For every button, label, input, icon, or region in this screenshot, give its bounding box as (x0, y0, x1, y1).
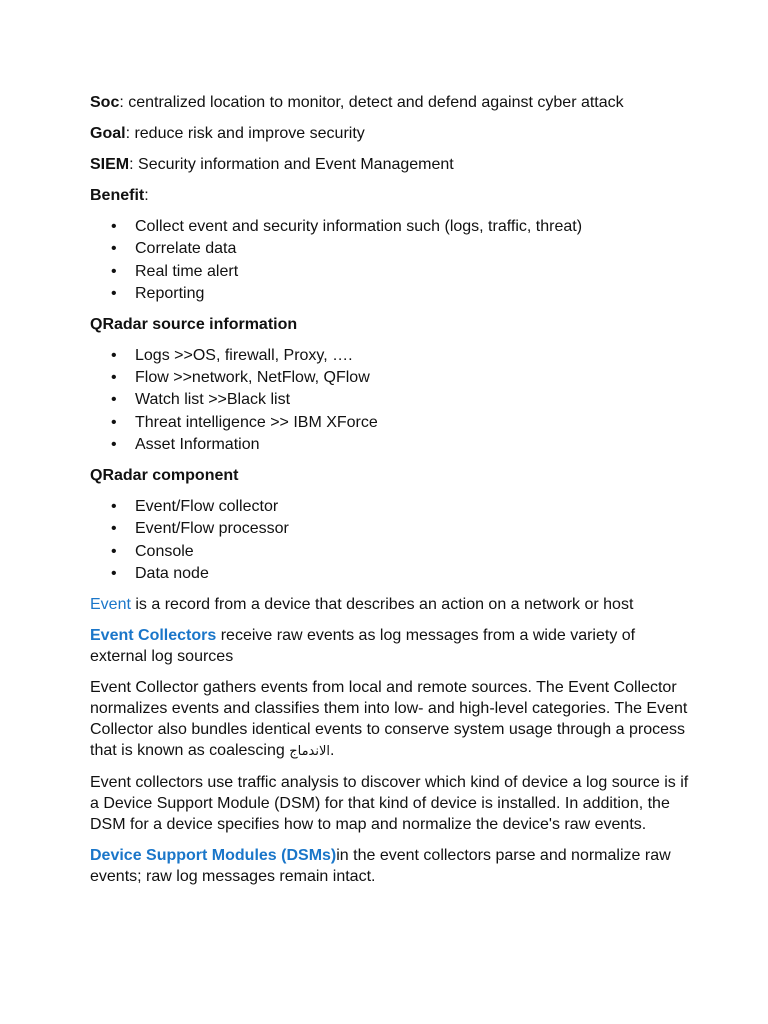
dsm-term: Device Support Modules (DSMs) (90, 846, 337, 864)
siem-term: SIEM (90, 156, 130, 173)
bullet-icon: • (111, 369, 117, 387)
dsm-definition (90, 845, 690, 887)
soc-term: Soc (90, 94, 120, 111)
goal-definition (90, 123, 690, 144)
siem-definition (90, 154, 690, 175)
bullet-icon: • (111, 413, 117, 431)
bullet-icon: • (111, 542, 117, 560)
list-item: • Reporting (111, 284, 205, 302)
list-item: • Correlate data (111, 240, 237, 258)
source-info-list (90, 345, 690, 455)
bullet-icon: • (111, 284, 117, 302)
bullet-icon: • (111, 520, 117, 538)
list-item: • Event/Flow processor (111, 520, 289, 538)
soc-definition (90, 92, 690, 113)
event-collectors-text: receive raw events as log messages from a wide variety of external log sources (90, 626, 636, 665)
list-item: • Logs >>OS, firewall, Proxy, …. (111, 346, 353, 364)
list-item: • Event/Flow collector (111, 498, 279, 516)
bullet-icon: • (111, 262, 117, 280)
traffic-analysis-paragraph: Event collectors use traffic analysis to discover which kind of device a log source is if a Device Support Module (DSM) for that kind of device is installed. In addition, the DSM for a device specifies how to map and normalize the device's raw events. (90, 773, 689, 833)
list-item: • Collect event and security information such (logs, traffic, threat) (111, 218, 583, 235)
event-collectors-definition (90, 625, 690, 667)
bullet-icon: • (111, 498, 117, 516)
list-item: • Watch list >>Black list (111, 391, 291, 409)
event-term: Event (90, 595, 131, 613)
benefit-list (90, 216, 690, 304)
event-collectors-term: Event Collectors (90, 626, 217, 644)
list-item: • Asset Information (111, 436, 260, 454)
siem-text: : Security information and Event Management (129, 156, 454, 173)
arabic-term: الاندماج (289, 743, 331, 759)
benefit-heading (90, 185, 690, 206)
soc-text: : centralized location to monitor, detect and defend against cyber attack (119, 94, 624, 111)
component-heading: QRadar component (90, 467, 239, 485)
source-info-heading: QRadar source information (90, 315, 298, 333)
bullet-icon: • (111, 564, 117, 582)
list-item: • Real time alert (111, 262, 239, 280)
list-item: • Flow >>network, NetFlow, QFlow (111, 369, 370, 387)
document-body (90, 92, 690, 897)
goal-term: Goal (90, 125, 126, 142)
benefit-term: Benefit (90, 187, 145, 204)
bullet-icon: • (111, 436, 117, 454)
dsm-text: in the event collectors parse and normalize raw events; raw log messages remain intact. (90, 846, 671, 885)
list-item: • Data node (111, 564, 209, 582)
component-list (90, 496, 690, 584)
event-definition (90, 594, 690, 615)
event-text: is a record from a device that describes an action on a network or host (130, 595, 634, 613)
coalescing-paragraph: Event Collector gathers events from local and remote sources. The Event Collector normalizes events and classifies them into low- and high-level categories. The Event Collector also bundles identical events to conserve system usage through a process that is known as coalescing الاندماج. (90, 678, 688, 759)
goal-text: : reduce risk and improve security (125, 125, 365, 142)
bullet-icon: • (111, 218, 117, 235)
bullet-icon: • (111, 240, 117, 258)
list-item: • Threat intelligence >> IBM XForce (111, 413, 378, 431)
bullet-icon: • (111, 346, 117, 364)
benefit-colon: : (144, 187, 149, 204)
list-item: • Console (111, 542, 194, 560)
bullet-icon: • (111, 391, 117, 409)
